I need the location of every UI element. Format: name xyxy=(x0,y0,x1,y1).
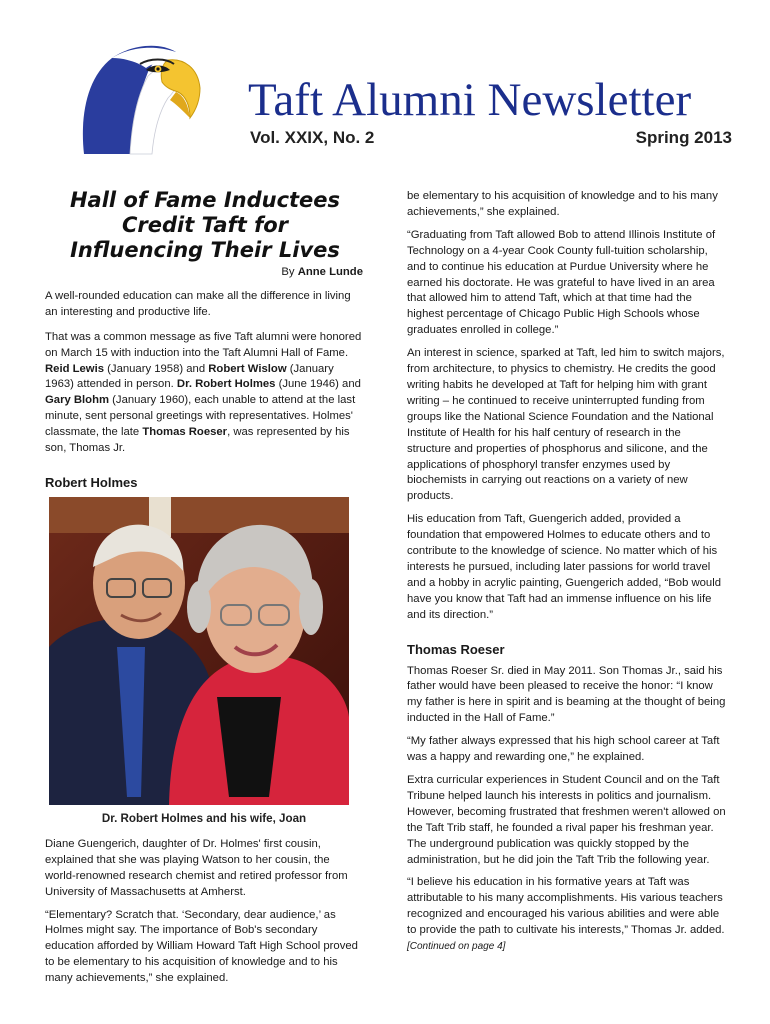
roeser-paragraph: “My father always expressed that his high school career at Taft was a happy and rewarding one,” he explained. xyxy=(407,735,720,764)
inductees-paragraph: That was a common message as five Taft alumni were honored on March 15 with induction into the Taft Alumni Hall of Fame. Reid Lewis (January 1958) and Robert Wislow (January 1963) attended in person. Dr. Robert Holmes (June 1946) and Gary Blohm (January 1960), each unable to attend at the last minute, sent personal greetings with representatives. Holmes' classmate, the late Thomas Roeser, was represented by his son, Thomas Jr. xyxy=(45,330,362,455)
left-column xyxy=(45,188,363,985)
section-heading-roeser: Thomas Roeser xyxy=(407,641,505,657)
right-column xyxy=(407,189,727,962)
volume-number: Vol. XXIX, No. 2 xyxy=(250,128,375,147)
newsletter-title: Taft Alumni Newsletter xyxy=(248,74,692,126)
roeser-paragraph: “I believe his education in his formative years at Taft was attributable to his many accomplishments. His various teachers recognized and encouraged his various abilities and were able to provide the path to cultivate his interests,” Thomas Jr. added. [Continued on page 4] xyxy=(407,876,725,953)
photo-caption: Dr. Robert Holmes and his wife, Joan xyxy=(101,811,307,825)
holmes-paragraph-continued: be elementary to his acquisition of knowledge and to his many achievements,” she explained. xyxy=(407,190,718,218)
section-heading-holmes: Robert Holmes xyxy=(45,474,138,490)
holmes-paragraph: An interest in science, sparked at Taft, led him to switch majors, from architecture, to physics to chemistry. He credits the good writing habits he developed at Taft for helping him with grant writing – he continued to receive uninterrupted funding from groups like the National Science Foundation and the National Institute of Health for his half century of research in the structure and properties of phosphorus and silicone, and the applications of phosphoryl transfer enzymes used by biochemists in carrying out reactions on a variety of new products. xyxy=(407,347,725,503)
headline-line-2: Credit Taft for xyxy=(121,213,288,237)
byline: By Anne Lunde xyxy=(281,266,363,278)
holmes-paragraph: Diane Guengerich, daughter of Dr. Holmes' first cousin, explained that she was playing Watson to her cousin, the world-renowned research chemist and retired professor from University of Massachusetts at Amherst. xyxy=(45,837,348,898)
eagle-head-icon xyxy=(72,38,204,154)
issue-season: Spring 2013 xyxy=(635,128,732,147)
headline-line-3: Influencing Their Lives xyxy=(70,238,340,262)
headline-line-1: Hall of Fame Inductees xyxy=(69,188,341,212)
roeser-paragraph: Thomas Roeser Sr. died in May 2011. Son Thomas Jr., said his father would have been pleased to receive the honor: “I know my father is here in spirit and is beaming at the thought of being inducted in the Hall of Fame.” xyxy=(407,664,726,725)
eagle-logo-icon xyxy=(72,38,204,154)
inductee-name: Thomas Roeser xyxy=(142,426,228,439)
continued-link[interactable]: [Continued on page 4] xyxy=(407,941,506,953)
author-name: Anne Lunde xyxy=(297,266,363,278)
holmes-paragraph: His education from Taft, Guengerich added, provided a foundation that empowered Holmes to educate others and to contribute to the knowledge of science. No matter which of his interests he pursued, including later passions for world travel and a hobby in acrylic painting, Guengerich added, “Bob would have you know that Taft had an immense influence on his life and its direction.” xyxy=(407,513,722,621)
inductee-name: Gary Blohm xyxy=(45,394,110,407)
inductee-name: Dr. Robert Holmes xyxy=(176,378,276,391)
inductee-name: Robert Wislow xyxy=(208,362,287,375)
holmes-paragraph: “Elementary? Scratch that. ‘Secondary, dear audience,’ as Holmes might say. The importance of Bob's secondary education afforded by William Howard Taft High School proved to be elementary to his acquisition of knowledge and to his many achievements,” she explained. xyxy=(45,908,358,985)
holmes-couple-photo xyxy=(49,497,349,805)
holmes-paragraph: “Graduating from Taft allowed Bob to attend Illinois Institute of Technology on a 4-year Cook County full-tuition scholarship, and to continue his education at Purdue University where he earned his doctorate. He was grateful to have lived in an area that allowed him to attend Taft, which at that time had the highest percentage of Chicago Public High Schools whose graduates enrolled in college.” xyxy=(407,228,716,337)
roeser-paragraph: Extra curricular experiences in Student Council and on the Taft Tribune helped launch his interests in politics and journalism. However, becoming frustrated that freshmen weren't allowed on the Taft Trib staff, he founded a rival paper his freshman year. The underground publication was quickly stopped by the administration, but he did join the Taft Trib the following year. xyxy=(407,774,726,866)
intro-paragraph: A well-rounded education can make all the difference in living an interesting and productive life. xyxy=(45,289,351,318)
inductee-name: Reid Lewis xyxy=(45,362,105,375)
article-headline xyxy=(45,188,363,263)
